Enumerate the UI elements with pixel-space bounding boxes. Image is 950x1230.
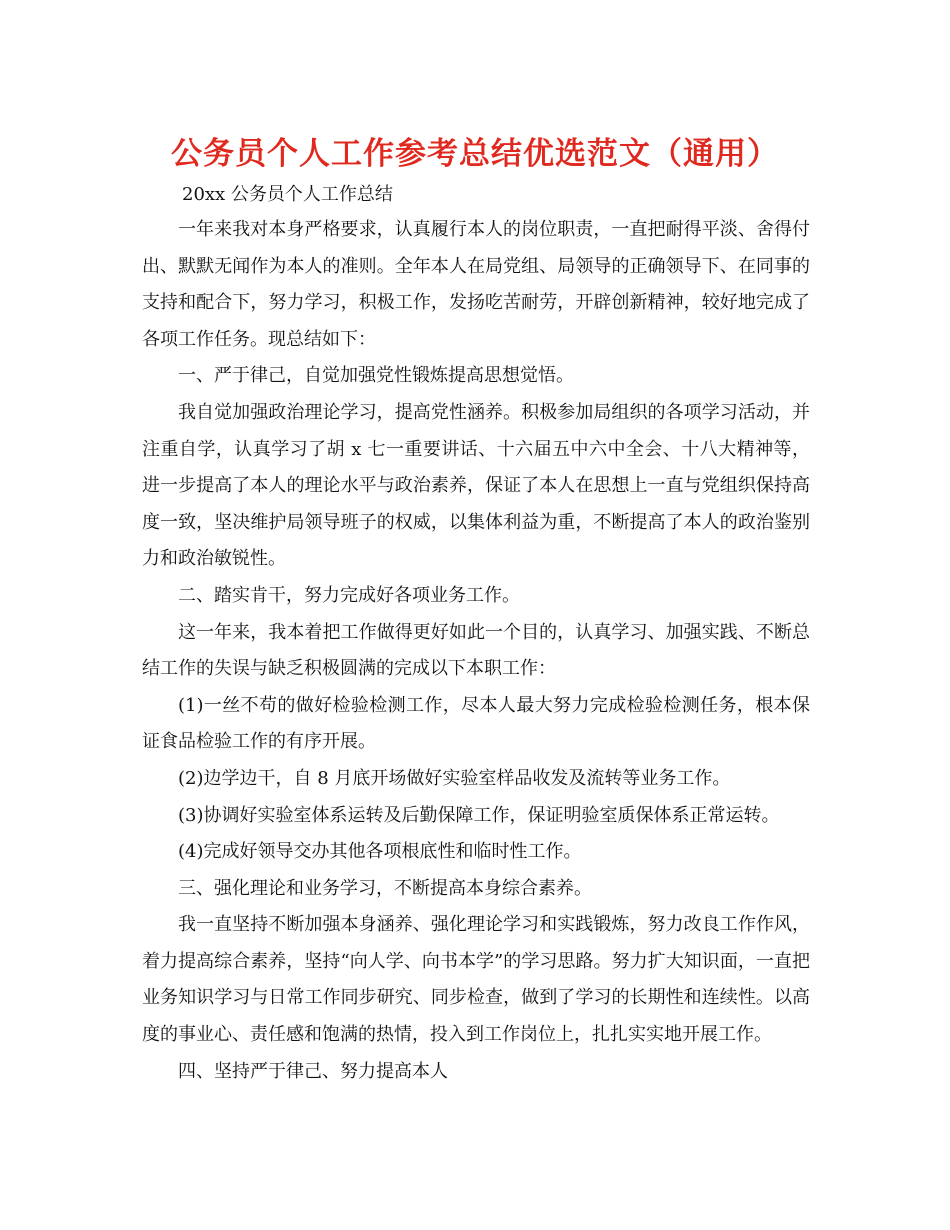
document-subtitle: 20xx 公务员个人工作总结 <box>182 184 393 205</box>
paragraph-section-1: 我自觉加强政治理论学习，提高党性涵养。积极参加局组织的各项学习活动，并注重自学，认真学习了胡 x 七一重要讲话、十六届五中六中全会、十八大精神等，进一步提高了本人的理论水平与政治素养，保证了本人在思想上一直与党组织保持高度一致，坚决维护局领导班子的权威，以集体利益为重，不断提高了本人的政治鉴别力和政治敏锐性。 <box>142 401 810 570</box>
paragraph-intro: 一年来我对本身严格要求，认真履行本人的岗位职责，一直把耐得平淡、舍得付出、默默无闻作为本人的准则。全年本人在局党组、局领导的正确领导下、在同事的支持和配合下，努力学习，积极工作，发扬吃苦耐劳，开辟创新精神，较好地完成了各项工作任务。现总结如下： <box>142 219 810 350</box>
paragraph-section-3: 我一直坚持不断加强本身涵养、强化理论学习和实践锻炼，努力改良工作作风，着力提高综合素养，坚持“向人学、向书本学”的学习思路。努力扩大知识面，一直把业务知识学习与日常工作同步研究、同步检查，做到了学习的长期性和连续性。以高度的事业心、责任感和饱满的热情，投入到工作岗位上，扎扎实实地开展工作。 <box>142 914 810 1046</box>
list-item-1: (1)一丝不苟的做好检验检测工作，尽本人最大努力完成检验检测任务，根本保证食品检验工作的有序开展。 <box>142 694 810 753</box>
list-item-2: (2)边学边干，自 8 月底开场做好实验室样品收发及流转等业务工作。 <box>178 767 731 789</box>
section-heading-4: 四、坚持严于律己、努力提高本人 <box>178 1060 448 1082</box>
section-heading-3: 三、强化理论和业务学习，不断提高本身综合素养。 <box>178 877 592 899</box>
section-heading-2: 二、踏实肯干，努力完成好各项业务工作。 <box>178 584 520 606</box>
list-item-4: (4)完成好领导交办其他各项根底性和临时性工作。 <box>178 841 582 863</box>
document-title: 公务员个人工作参考总结优选范文（通用） <box>171 136 779 172</box>
list-item-3: (3)协调好实验室体系运转及后勤保障工作，保证明验室质保体系正常运转。 <box>178 804 780 826</box>
section-heading-1: 一、严于律己，自觉加强党性锻炼提高思想觉悟。 <box>178 365 574 387</box>
document-body <box>142 212 810 1090</box>
paragraph-section-2: 这一年来，我本着把工作做得更好如此一个目的，认真学习、加强实践、不断总结工作的失误与缺乏积极圆满的完成以下本职工作： <box>142 621 810 680</box>
